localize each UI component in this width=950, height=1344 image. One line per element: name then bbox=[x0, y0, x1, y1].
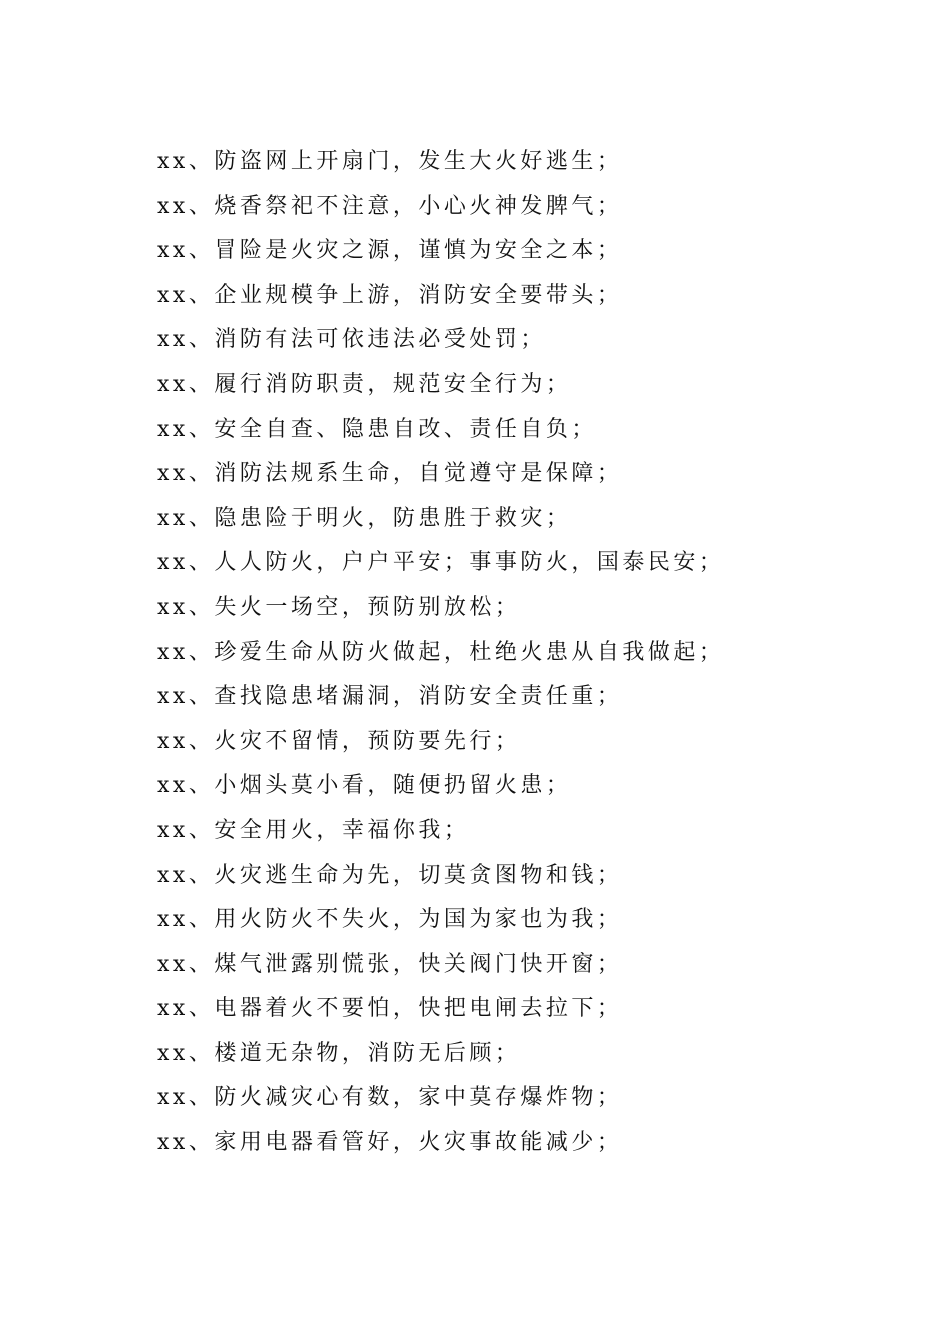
slogan-line: xx、烧香祭祀不注意，小心火神发脾气； bbox=[157, 193, 623, 219]
slogan-list bbox=[157, 140, 897, 1166]
slogan-line: xx、防火减灾心有数，家中莫存爆炸物； bbox=[157, 1085, 623, 1111]
slogan-line: xx、查找隐患堵漏洞，消防安全责任重； bbox=[157, 684, 623, 710]
slogan-line: xx、家用电器看管好，火灾事故能减少； bbox=[157, 1130, 623, 1156]
slogan-line: xx、用火防火不失火，为国为家也为我； bbox=[157, 907, 623, 933]
slogan-line: xx、安全用火，幸福你我； bbox=[157, 817, 470, 843]
slogan-line: xx、消防法规系生命，自觉遵守是保障； bbox=[157, 461, 623, 487]
slogan-line: xx、珍爱生命从防火做起，杜绝火患从自我做起； bbox=[157, 639, 725, 665]
slogan-line: xx、消防有法可依违法必受处罚； bbox=[157, 327, 546, 353]
slogan-line: xx、煤气泄露别慌张，快关阀门快开窗； bbox=[157, 951, 623, 977]
slogan-line: xx、电器着火不要怕，快把电闸去拉下； bbox=[157, 996, 623, 1022]
slogan-line: xx、履行消防职责，规范安全行为； bbox=[157, 371, 572, 397]
slogan-line: xx、火灾逃生命为先，切莫贪图物和钱； bbox=[157, 862, 623, 888]
slogan-line: xx、隐患险于明火，防患胜于救灾； bbox=[157, 505, 572, 531]
slogan-line: xx、冒险是火灾之源，谨慎为安全之本； bbox=[157, 238, 623, 264]
slogan-line: xx、火灾不留情，预防要先行； bbox=[157, 728, 521, 754]
slogan-line: xx、防盗网上开扇门，发生大火好逃生； bbox=[157, 149, 623, 174]
slogan-line: xx、安全自查、隐患自改、责任自负； bbox=[157, 416, 597, 442]
slogan-line: xx、楼道无杂物，消防无后顾； bbox=[157, 1040, 521, 1066]
slogan-line: xx、失火一场空，预防别放松； bbox=[157, 594, 521, 620]
slogan-line: xx、小烟头莫小看，随便扔留火患； bbox=[157, 773, 572, 799]
slogan-line: xx、企业规模争上游，消防安全要带头； bbox=[157, 282, 623, 308]
slogan-line: xx、人人防火，户户平安；事事防火，国泰民安； bbox=[157, 550, 725, 576]
